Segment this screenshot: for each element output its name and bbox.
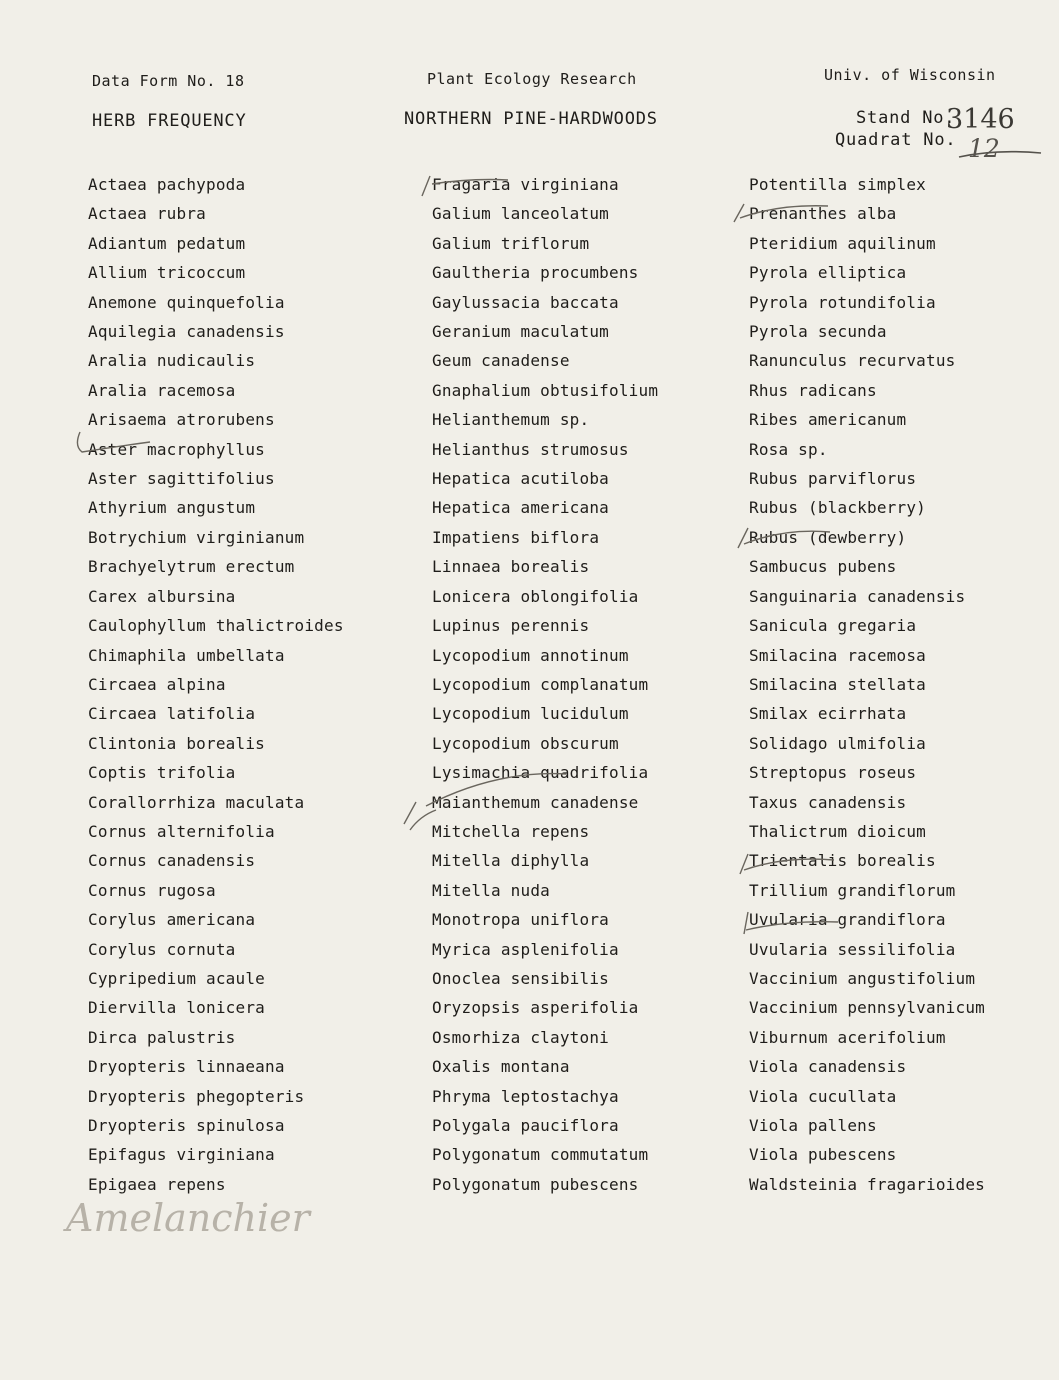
species-item: Gaultheria procumbens: [432, 263, 639, 283]
species-item: Aralia nudicaulis: [88, 351, 256, 371]
species-item: Oxalis montana: [432, 1057, 570, 1077]
species-item: Linnaea borealis: [432, 557, 590, 577]
species-item: Dryopteris spinulosa: [88, 1116, 285, 1135]
species-item: Geranium maculatum: [432, 322, 609, 342]
quadrat-label: Quadrat No.: [835, 130, 957, 150]
species-item: Coptis trifolia: [88, 763, 236, 783]
species-item: Fragaria virginiana: [432, 175, 619, 194]
species-item: Lupinus perennis: [432, 616, 590, 636]
species-item: Rubus parviflorus: [749, 469, 917, 489]
species-item: Pyrola elliptica: [749, 263, 907, 283]
species-item: Lycopodium complanatum: [432, 674, 649, 694]
species-item: Streptopus roseus: [749, 763, 917, 783]
species-item: Mitchella repens: [432, 821, 590, 841]
species-item: Dirca palustris: [88, 1027, 236, 1047]
species-item: Gaylussacia baccata: [432, 292, 619, 312]
species-item: Aralia racemosa: [88, 380, 236, 400]
species-column-3: [749, 170, 985, 1199]
species-item: Viburnum acerifolium: [749, 1027, 946, 1047]
check-mark-prenanthes: [728, 196, 838, 230]
species-item: Taxus canadensis: [749, 792, 907, 812]
species-item: Onoclea sensibilis: [432, 968, 609, 988]
species-item: Mitella nuda: [432, 880, 550, 900]
species-column-2: [432, 170, 658, 1199]
species-item: Cornus rugosa: [88, 880, 216, 900]
species-item: Mitella diphylla: [432, 851, 590, 871]
species-item: Circaea alpina: [88, 674, 226, 694]
species-item: Allium tricoccum: [88, 263, 246, 283]
species-item: Polygonatum pubescens: [432, 1174, 639, 1194]
species-item: Aster macrophyllus: [88, 439, 265, 459]
check-mark-fragaria: [412, 170, 522, 200]
species-item: Helianthus strumosus: [432, 439, 629, 459]
species-item: Epifagus virginiana: [88, 1145, 275, 1165]
species-item: Botrychium virginianum: [88, 527, 305, 547]
species-item: Viola pubescens: [749, 1145, 897, 1165]
check-mark-rubus-dewberry: [734, 520, 844, 554]
institution-name: Univ. of Wisconsin: [824, 66, 996, 84]
form-title: HERB FREQUENCY: [92, 111, 247, 131]
species-item: Corylus americana: [88, 910, 256, 930]
check-mark-trientalis: [734, 846, 844, 880]
program-name: Plant Ecology Research: [427, 70, 637, 88]
species-column-1: [88, 170, 344, 1199]
species-item: Polygala pauciflora: [432, 1116, 619, 1135]
species-item: Phryma leptostachya: [432, 1086, 619, 1106]
species-item: Brachyelytrum erectum: [88, 557, 295, 577]
check-mark-uvularia-grandiflora: [738, 906, 848, 940]
species-item: Smilacina racemosa: [749, 645, 926, 665]
species-item: Vaccinium angustifolium: [749, 968, 976, 988]
species-item: Viola canadensis: [749, 1057, 907, 1077]
species-item: Gnaphalium obtusifolium: [432, 380, 659, 400]
species-item: Trillium grandiflorum: [749, 880, 956, 900]
check-mark-aster-macrophyllus: [70, 428, 170, 458]
species-item: Actaea pachypoda: [88, 175, 246, 194]
species-item: Dryopteris linnaeana: [88, 1057, 285, 1077]
species-item: Epigaea repens: [88, 1174, 226, 1194]
species-item: Osmorhiza claytoni: [432, 1027, 609, 1047]
species-item: Thalictrum dioicum: [749, 821, 926, 841]
species-item: Ranunculus recurvatus: [749, 351, 956, 371]
species-item: Arisaema atrorubens: [88, 410, 275, 430]
species-item: Anemone quinquefolia: [88, 292, 285, 312]
species-item: Pteridium aquilinum: [749, 233, 936, 253]
species-item: Vaccinium pennsylvanicum: [749, 998, 985, 1018]
species-item: Prenanthes alba: [749, 204, 897, 224]
species-item: Waldsteinia fragarioides: [749, 1174, 985, 1194]
stand-number: 3146: [946, 104, 1015, 135]
species-item: Aquilegia canadensis: [88, 322, 285, 342]
stand-label: Stand No.: [856, 108, 956, 128]
species-item: Uvularia grandiflora: [749, 910, 946, 930]
species-item: Lycopodium obscurum: [432, 733, 619, 753]
species-item: Cornus alternifolia: [88, 821, 275, 841]
species-item: Oryzopsis asperifolia: [432, 998, 639, 1018]
species-item: Carex albursina: [88, 586, 236, 606]
species-item: Dryopteris phegopteris: [88, 1086, 305, 1106]
species-item: Geum canadense: [432, 351, 570, 371]
quadrat-underline: [955, 145, 1045, 165]
handwritten-amelanchier: Amelanchier: [66, 1196, 310, 1240]
species-item: Galium lanceolatum: [432, 204, 609, 224]
species-item: Lysimachia quadrifolia: [432, 763, 649, 783]
species-item: Adiantum pedatum: [88, 233, 246, 253]
species-item: Sanicula gregaria: [749, 616, 917, 636]
species-item: Smilax ecirrhata: [749, 704, 907, 724]
species-item: Rosa sp.: [749, 439, 828, 459]
species-item: Ribes americanum: [749, 410, 907, 430]
species-item: Pyrola rotundifolia: [749, 292, 936, 312]
species-item: Sambucus pubens: [749, 557, 897, 577]
species-item: Diervilla lonicera: [88, 998, 265, 1018]
species-item: Athyrium angustum: [88, 498, 256, 518]
species-item: Actaea rubra: [88, 204, 206, 224]
species-item: Circaea latifolia: [88, 704, 256, 724]
species-item: Chimaphila umbellata: [88, 645, 285, 665]
check-mark-maianthemum: [396, 760, 576, 840]
species-item: Helianthemum sp.: [432, 410, 590, 430]
species-item: Viola cucullata: [749, 1086, 897, 1106]
species-item: Rhus radicans: [749, 380, 877, 400]
species-item: Potentilla simplex: [749, 175, 926, 194]
species-item: Cypripedium acaule: [88, 968, 265, 988]
species-item: Hepatica americana: [432, 498, 609, 518]
species-item: Trientalis borealis: [749, 851, 936, 871]
species-item: Solidago ulmifolia: [749, 733, 926, 753]
species-item: Lonicera oblongifolia: [432, 586, 639, 606]
species-item: Viola pallens: [749, 1116, 877, 1135]
species-item: Monotropa uniflora: [432, 910, 609, 930]
species-item: Sanguinaria canadensis: [749, 586, 966, 606]
species-item: Rubus (dewberry): [749, 527, 907, 547]
species-item: Polygonatum commutatum: [432, 1145, 649, 1165]
species-item: Myrica asplenifolia: [432, 939, 619, 959]
species-item: Rubus (blackberry): [749, 498, 926, 518]
species-item: Galium triflorum: [432, 233, 590, 253]
species-item: Cornus canadensis: [88, 851, 256, 871]
species-item: Uvularia sessilifolia: [749, 939, 956, 959]
species-item: Smilacina stellata: [749, 674, 926, 694]
quadrat-number: 12: [968, 134, 1000, 163]
species-item: Aster sagittifolius: [88, 469, 275, 489]
species-item: Corylus cornuta: [88, 939, 236, 959]
species-item: Maianthemum canadense: [432, 792, 639, 812]
community-title: NORTHERN PINE-HARDWOODS: [404, 109, 658, 129]
species-item: Corallorrhiza maculata: [88, 792, 305, 812]
species-item: Caulophyllum thalictroides: [88, 616, 344, 636]
species-item: Pyrola secunda: [749, 322, 887, 342]
species-item: Hepatica acutiloba: [432, 469, 609, 489]
species-item: Impatiens biflora: [432, 527, 600, 547]
species-item: Lycopodium annotinum: [432, 645, 629, 665]
species-item: Clintonia borealis: [88, 733, 265, 753]
species-item: Lycopodium lucidulum: [432, 704, 629, 724]
form-number: Data Form No. 18: [92, 72, 245, 90]
